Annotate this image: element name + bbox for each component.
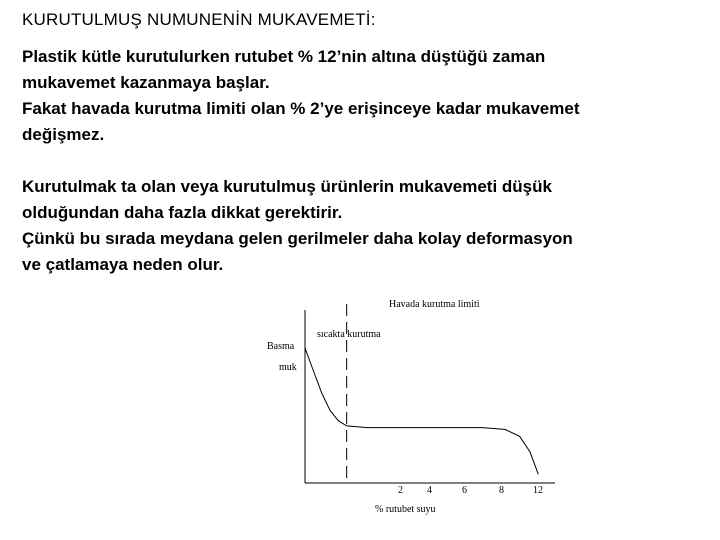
paragraph-2-line: Kurutulmak ta olan veya kurutulmuş ürünlerin mukavemeti düşük: [22, 177, 552, 196]
paragraph-2: [22, 174, 712, 278]
strength-chart: [255, 290, 565, 530]
y-axis-label-line-1: Basma: [267, 341, 295, 352]
paragraph-1-line: Fakat havada kurutma limiti olan % 2’ye erişinceye kadar mukavemet: [22, 99, 580, 118]
annotation-air-drying-limit: Havada kurutma limiti: [389, 299, 480, 310]
x-tick-label: 6: [462, 485, 467, 496]
strength-curve: [305, 348, 538, 474]
x-tick-labels: [398, 485, 543, 496]
x-tick-label: 12: [533, 485, 543, 496]
paragraph-2-line: olduğundan daha fazla dikkat gerektirir.: [22, 203, 343, 222]
paragraph-2-line: Çünkü bu sırada meydana gelen gerilmeler daha kolay deformasyon: [22, 229, 573, 248]
paragraph-1-line: Plastik kütle kurutulurken rutubet % 12’nin altına düştüğü zaman: [22, 47, 546, 66]
x-tick-label: 2: [398, 485, 403, 496]
paragraph-2-line: ve çatlamaya neden olur.: [22, 255, 224, 274]
annotation-hot-drying: sıcakta kurutma: [317, 329, 381, 340]
x-axis-label: % rutubet suyu: [375, 504, 436, 515]
strength-chart-svg: [255, 290, 565, 530]
paragraph-1-line: mukavemet kazanmaya başlar.: [22, 73, 270, 92]
paragraph-1-line: değişmez.: [22, 125, 105, 144]
y-axis-label-line-2: muk: [279, 362, 297, 373]
paragraph-1: [22, 44, 712, 148]
page-title: KURUTULMUŞ NUMUNENİN MUKAVEMETİ:: [22, 10, 376, 29]
x-tick-label: 4: [427, 485, 432, 496]
x-tick-label: 8: [499, 485, 504, 496]
